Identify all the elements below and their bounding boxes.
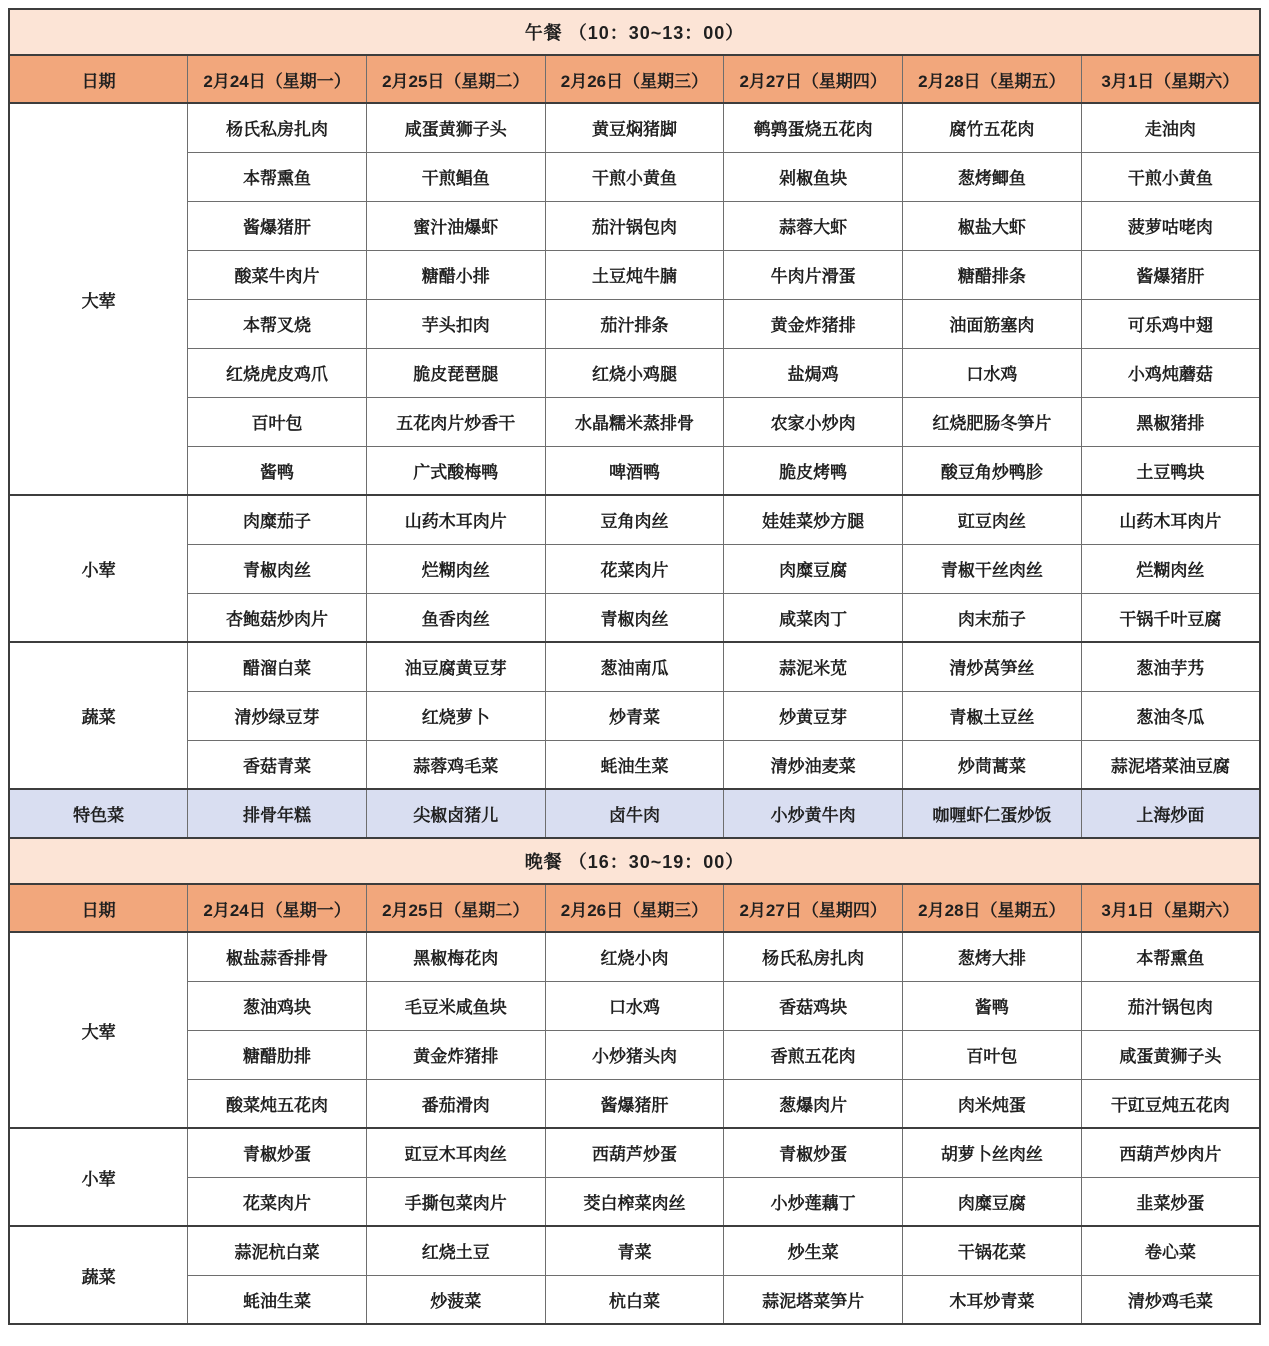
dish-cell: 黄金炸猪排 [366,1030,545,1079]
date-header: 2月28日（星期五） [903,55,1082,103]
dish-cell: 酱爆猪肝 [1081,250,1260,299]
dish-cell: 清炒绿豆芽 [188,691,367,740]
dish-cell: 牛肉片滑蛋 [724,250,903,299]
dish-cell: 杨氏私房扎肉 [188,103,367,152]
dish-cell: 茄汁排条 [545,299,724,348]
dish-cell: 酱爆猪肝 [545,1079,724,1128]
dish-cell: 肉糜豆腐 [724,544,903,593]
dish-cell: 糖醋排条 [903,250,1082,299]
dish-cell: 西葫芦炒蛋 [545,1128,724,1177]
dish-cell: 黑椒猪排 [1081,397,1260,446]
dish-cell: 青椒肉丝 [188,544,367,593]
dish-cell: 黄豆焖猪脚 [545,103,724,152]
dish-cell: 走油肉 [1081,103,1260,152]
dish-cell: 花菜肉片 [188,1177,367,1226]
dish-cell: 广式酸梅鸭 [366,446,545,495]
date-header: 2月26日（星期三） [545,55,724,103]
dish-cell: 山药木耳肉片 [1081,495,1260,544]
dish-cell: 蒜蓉大虾 [724,201,903,250]
dish-cell: 干锅千叶豆腐 [1081,593,1260,642]
dish-cell: 菠萝咕咾肉 [1081,201,1260,250]
dish-cell: 干豇豆炖五花肉 [1081,1079,1260,1128]
dish-cell: 啤酒鸭 [545,446,724,495]
category-label: 小荤 [9,1128,188,1226]
dish-cell: 清炒油麦菜 [724,740,903,789]
dish-cell: 烂糊肉丝 [366,544,545,593]
dish-cell: 剁椒鱼块 [724,152,903,201]
dish-cell: 小炒黄牛肉 [724,789,903,838]
weekly-menu-body [9,9,1260,1324]
dish-cell: 口水鸡 [903,348,1082,397]
dish-cell: 香菇青菜 [188,740,367,789]
date-column-header: 日期 [9,55,188,103]
date-header: 3月1日（星期六） [1081,884,1260,932]
meal-title: 晚餐 （16：30~19：00） [9,838,1260,884]
dish-cell: 百叶包 [188,397,367,446]
dish-cell: 肉糜茄子 [188,495,367,544]
dish-cell: 醋溜白菜 [188,642,367,691]
dish-cell: 娃娃菜炒方腿 [724,495,903,544]
dish-cell: 炒菠菜 [366,1275,545,1324]
dish-cell: 清炒莴笋丝 [903,642,1082,691]
date-header: 2月25日（星期二） [366,55,545,103]
dish-cell: 葱烤大排 [903,932,1082,981]
dish-cell: 本帮熏鱼 [188,152,367,201]
dish-cell: 卷心菜 [1081,1226,1260,1275]
dish-cell: 韭菜炒蛋 [1081,1177,1260,1226]
dish-cell: 盐焗鸡 [724,348,903,397]
dish-cell: 酱爆猪肝 [188,201,367,250]
dish-cell: 蒜泥杭白菜 [188,1226,367,1275]
dish-cell: 青椒干丝肉丝 [903,544,1082,593]
dish-cell: 葱烤鲫鱼 [903,152,1082,201]
date-header: 2月27日（星期四） [724,55,903,103]
dish-cell: 红烧萝卜 [366,691,545,740]
dish-cell: 卤牛肉 [545,789,724,838]
dish-cell: 杏鲍菇炒肉片 [188,593,367,642]
category-label: 小荤 [9,495,188,642]
dish-cell: 香煎五花肉 [724,1030,903,1079]
dish-cell: 花菜肉片 [545,544,724,593]
category-label: 特色菜 [9,789,188,838]
weekly-menu-table [8,8,1261,1325]
dish-cell: 酱鸭 [903,981,1082,1030]
dish-cell: 脆皮琵琶腿 [366,348,545,397]
dish-cell: 尖椒卤猪儿 [366,789,545,838]
dish-cell: 酸菜牛肉片 [188,250,367,299]
dish-cell: 干煎鲳鱼 [366,152,545,201]
dish-cell: 葱油芋艿 [1081,642,1260,691]
dish-cell: 肉米炖蛋 [903,1079,1082,1128]
dish-cell: 山药木耳肉片 [366,495,545,544]
dish-cell: 蚝油生菜 [188,1275,367,1324]
dish-cell: 干煎小黄鱼 [1081,152,1260,201]
dish-cell: 红烧虎皮鸡爪 [188,348,367,397]
dish-cell: 本帮叉烧 [188,299,367,348]
dish-cell: 干锅花菜 [903,1226,1082,1275]
dish-cell: 青菜 [545,1226,724,1275]
dish-cell: 青椒炒蛋 [188,1128,367,1177]
dish-cell: 毛豆米咸鱼块 [366,981,545,1030]
dish-cell: 红烧小肉 [545,932,724,981]
dish-cell: 芋头扣肉 [366,299,545,348]
meal-title: 午餐 （10：30~13：00） [9,9,1260,55]
dish-cell: 葱油南瓜 [545,642,724,691]
dish-cell: 脆皮烤鸭 [724,446,903,495]
dish-cell: 青椒炒蛋 [724,1128,903,1177]
dish-cell: 杨氏私房扎肉 [724,932,903,981]
dish-cell: 葱爆肉片 [724,1079,903,1128]
dish-cell: 百叶包 [903,1030,1082,1079]
dish-cell: 炒黄豆芽 [724,691,903,740]
dish-cell: 农家小炒肉 [724,397,903,446]
dish-cell: 肉糜豆腐 [903,1177,1082,1226]
dish-cell: 炒青菜 [545,691,724,740]
dish-cell: 蒜蓉鸡毛菜 [366,740,545,789]
dish-cell: 油面筋塞肉 [903,299,1082,348]
dish-cell: 葱油鸡块 [188,981,367,1030]
dish-cell: 土豆炖牛腩 [545,250,724,299]
dish-cell: 葱油冬瓜 [1081,691,1260,740]
date-header: 2月24日（星期一） [188,884,367,932]
dish-cell: 椒盐蒜香排骨 [188,932,367,981]
dish-cell: 茄汁锅包肉 [545,201,724,250]
dish-cell: 豇豆肉丝 [903,495,1082,544]
dish-cell: 排骨年糕 [188,789,367,838]
date-column-header: 日期 [9,884,188,932]
dish-cell: 豆角肉丝 [545,495,724,544]
dish-cell: 胡萝卜丝肉丝 [903,1128,1082,1177]
dish-cell: 香菇鸡块 [724,981,903,1030]
dish-cell: 咖喱虾仁蛋炒饭 [903,789,1082,838]
dish-cell: 小鸡炖蘑菇 [1081,348,1260,397]
dish-cell: 青椒肉丝 [545,593,724,642]
dish-cell: 咸蛋黄狮子头 [1081,1030,1260,1079]
dish-cell: 鹌鹑蛋烧五花肉 [724,103,903,152]
dish-cell: 茄汁锅包肉 [1081,981,1260,1030]
dish-cell: 小炒猪头肉 [545,1030,724,1079]
dish-cell: 炒茼蒿菜 [903,740,1082,789]
dish-cell: 油豆腐黄豆芽 [366,642,545,691]
dish-cell: 西葫芦炒肉片 [1081,1128,1260,1177]
dish-cell: 豇豆木耳肉丝 [366,1128,545,1177]
dish-cell: 烂糊肉丝 [1081,544,1260,593]
dish-cell: 五花肉片炒香干 [366,397,545,446]
date-header: 2月25日（星期二） [366,884,545,932]
dish-cell: 红烧肥肠冬笋片 [903,397,1082,446]
dish-cell: 酸菜炖五花肉 [188,1079,367,1128]
dish-cell: 杭白菜 [545,1275,724,1324]
dish-cell: 干煎小黄鱼 [545,152,724,201]
date-header: 2月24日（星期一） [188,55,367,103]
category-label: 蔬菜 [9,1226,188,1324]
dish-cell: 本帮熏鱼 [1081,932,1260,981]
dish-cell: 水晶糯米蒸排骨 [545,397,724,446]
dish-cell: 上海炒面 [1081,789,1260,838]
dish-cell: 酸豆角炒鸭胗 [903,446,1082,495]
dish-cell: 口水鸡 [545,981,724,1030]
category-label: 蔬菜 [9,642,188,789]
dish-cell: 木耳炒青菜 [903,1275,1082,1324]
dish-cell: 椒盐大虾 [903,201,1082,250]
date-header: 2月27日（星期四） [724,884,903,932]
dish-cell: 蒜泥塔菜笋片 [724,1275,903,1324]
date-header: 2月28日（星期五） [903,884,1082,932]
dish-cell: 鱼香肉丝 [366,593,545,642]
dish-cell: 咸蛋黄狮子头 [366,103,545,152]
dish-cell: 酱鸭 [188,446,367,495]
dish-cell: 小炒莲藕丁 [724,1177,903,1226]
category-label: 大荤 [9,932,188,1128]
dish-cell: 红烧土豆 [366,1226,545,1275]
dish-cell: 蒜泥塔菜油豆腐 [1081,740,1260,789]
dish-cell: 糖醋小排 [366,250,545,299]
date-header: 3月1日（星期六） [1081,55,1260,103]
dish-cell: 红烧小鸡腿 [545,348,724,397]
dish-cell: 蜜汁油爆虾 [366,201,545,250]
category-label: 大荤 [9,103,188,495]
dish-cell: 糖醋肋排 [188,1030,367,1079]
dish-cell: 茭白榨菜肉丝 [545,1177,724,1226]
dish-cell: 黑椒梅花肉 [366,932,545,981]
dish-cell: 炒生菜 [724,1226,903,1275]
dish-cell: 腐竹五花肉 [903,103,1082,152]
dish-cell: 可乐鸡中翅 [1081,299,1260,348]
dish-cell: 手撕包菜肉片 [366,1177,545,1226]
dish-cell: 蒜泥米苋 [724,642,903,691]
dish-cell: 蚝油生菜 [545,740,724,789]
dish-cell: 土豆鸭块 [1081,446,1260,495]
dish-cell: 清炒鸡毛菜 [1081,1275,1260,1324]
dish-cell: 肉末茄子 [903,593,1082,642]
dish-cell: 黄金炸猪排 [724,299,903,348]
date-header: 2月26日（星期三） [545,884,724,932]
dish-cell: 青椒土豆丝 [903,691,1082,740]
dish-cell: 番茄滑肉 [366,1079,545,1128]
dish-cell: 咸菜肉丁 [724,593,903,642]
